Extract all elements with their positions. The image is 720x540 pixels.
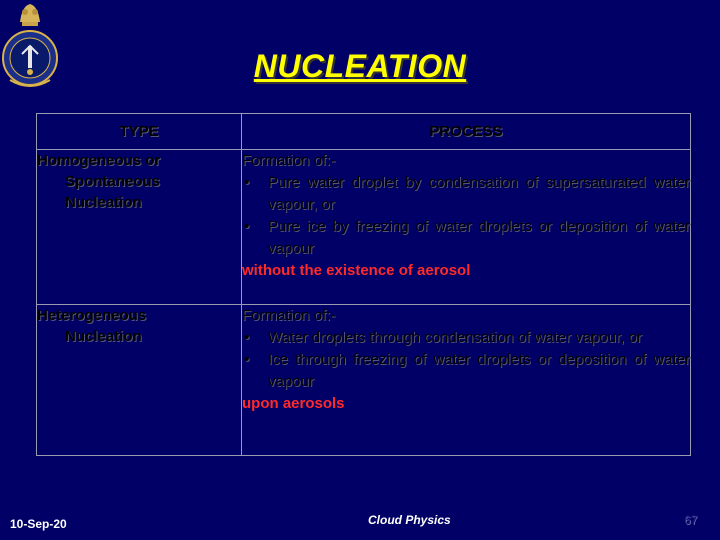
process-list (242, 327, 690, 393)
process-intro: Formation of:- (242, 152, 336, 169)
list-item (242, 349, 690, 393)
bullet-text: Pure water droplet by condensation of supersaturated water vapour, or (268, 174, 690, 213)
process-cell (242, 305, 691, 456)
list-item (242, 172, 690, 216)
list-item (242, 216, 690, 260)
page-number: 67 (684, 513, 698, 527)
bullet-text: Pure ice by freezing of water droplets or deposition of water vapour (268, 218, 690, 257)
process-conclusion: upon aerosols (242, 395, 345, 412)
type-label: Nucleation (65, 328, 142, 345)
column-header-type: TYPE (37, 114, 242, 150)
bullet-icon: • (244, 218, 250, 235)
type-label: Nucleation (65, 194, 142, 211)
type-label: Heterogeneous (37, 307, 147, 324)
type-label: Spontaneous (65, 173, 161, 190)
lion-capital-icon (20, 4, 40, 26)
table-row (37, 305, 691, 456)
table-row (37, 150, 691, 305)
type-cell (37, 305, 242, 456)
bullet-text: Ice through freezing of water droplets or deposition of water vapour (268, 351, 690, 390)
bullet-icon: • (244, 329, 250, 346)
process-cell (242, 150, 691, 305)
type-label: Homogeneous or (37, 152, 161, 169)
type-cell (37, 150, 242, 305)
footer-date: 10-Sep-20 (10, 517, 67, 531)
process-intro: Formation of:- (242, 307, 336, 324)
process-list (242, 172, 690, 260)
table-header-row (37, 114, 691, 150)
column-header-process: PROCESS (242, 114, 691, 150)
footer-title: Cloud Physics (368, 513, 451, 527)
bullet-icon: • (244, 351, 250, 368)
bullet-icon: • (244, 174, 250, 191)
page-title: NUCLEATION (253, 48, 467, 84)
process-conclusion: without the existence of aerosol (242, 262, 471, 279)
bullet-text: Water droplets through condensation of water vapour, or (268, 329, 642, 346)
list-item (242, 327, 690, 349)
nucleation-table (36, 113, 691, 456)
